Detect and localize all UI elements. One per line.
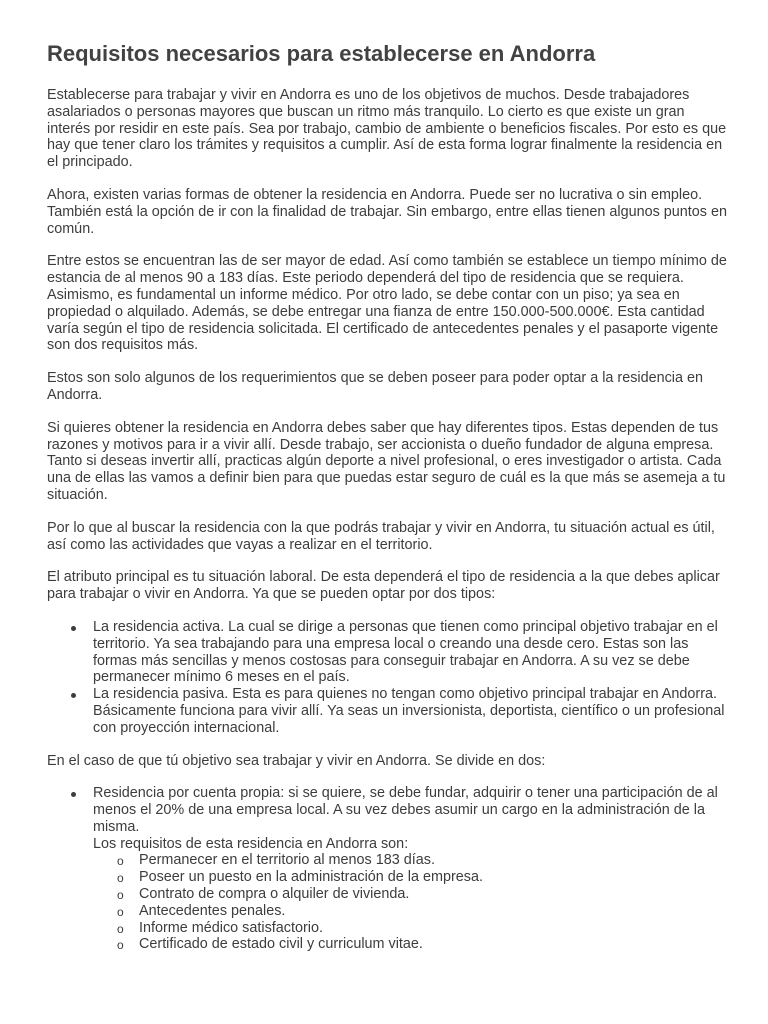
paragraph-summary: Estos son solo algunos de los requerimientos que se deben poseer para poder optar a la residencia en Andorra. [47,370,703,403]
paragraph-labor: El atributo principal es tu situación laboral. De esta dependerá el tipo de residencia a la que debes aplicar para trabajar o vivir en Andorra. Ya que se pueden optar por dos tipos: [47,569,720,603]
document-title: Requisitos necesarios para establecerse en Andorra [47,41,596,66]
residence-types-list [47,619,730,737]
self-employed-text: Residencia por cuenta propia: si se quiere, se debe fundar, adquirir o tener una participación de al menos el 20% de una empresa local. A su vez debes asumir un cargo en la administración de la misma. [93,785,718,835]
sublist-item: o Permanecer en el territorio al menos 183 días. [139,852,730,869]
requirements-subheading: Los requisitos de esta residencia en Andorra son: [93,835,409,852]
list-item-passive-residence: La residencia pasiva. Esta es para quienes no tengan como objetivo principal trabajar en Andorra. Básicamente funciona para vivir allí. Ya seas un inversionista, deportista, científico o un profesional con proyección internacional. [93,686,730,736]
paragraph-work-and-live: En el caso de que tú objetivo sea trabajar y vivir en Andorra. Se divide en dos: [47,752,546,769]
sublist-item: o Antecedentes penales. [139,903,730,920]
work-residence-list [47,785,730,953]
paragraph-requirements: Entre estos se encuentran las de ser mayor de edad. Así como también se establece un tiempo mínimo de estancia de al menos 90 a 183 días. Este periodo dependerá del tipo de residencia que se requiera. Asimismo, es fundamental un informe médico. Por otro lado, se debe contar con un piso; ya sea en propiedad o alquilado. Además, se debe entregar una fianza de entre 150.000-500.000€. Esta cantidad varía según el tipo de residencia solicitada. El certificado de antecedentes penales y el pasaporte vigente son dos requisitos más. [47,253,727,354]
paragraph-forms: Ahora, existen varias formas de obtener la residencia en Andorra. Puede ser no lucrativa o sin empleo. También está la opción de ir con la finalidad de trabajar. Sin embargo, entre ellas tienen algunos puntos en común. [47,186,727,237]
sublist-item: o Certificado de estado civil y curriculum vitae. [139,936,730,953]
sublist-item: o Informe médico satisfactorio. [139,920,730,937]
paragraph-situation: Por lo que al buscar la residencia con la que podrás trabajar y vivir en Andorra, tu situación actual es útil, así como las actividades que vayas a realizar en el territorio. [47,519,715,553]
list-item-self-employed [93,785,730,953]
list-item-active-residence: La residencia activa. La cual se dirige a personas que tienen como principal objetivo trabajar en el territorio. Ya sea trabajando para una empresa local o creando una desde cero. Estas son las formas más sencillas y menos costosas para conseguir trabajar en Andorra. A su vez se debe permanecer mínimo 6 meses en el país. [93,619,730,686]
paragraph-intro: Establecerse para trabajar y vivir en Andorra es uno de los objetivos de muchos. Desde trabajadores asalariados o personas mayores que buscan un ritmo más tranquilo. Lo cierto es que existe un gran interés por residir en este país. Sea por trabajo, cambio de ambiente o beneficios fiscales. Por esto es que hay que tener claro los trámites y requisitos a cumplir. Así de esta forma lograr finalmente la residencia en el principado. [47,87,727,171]
sublist-item: o Poseer un puesto en la administración de la empresa. [139,869,730,886]
paragraph-types: Si quieres obtener la residencia en Andorra debes saber que hay diferentes tipos. Estas dependen de tus razones y motivos para ir a vivir allí. Desde trabajo, ser accionista o dueño fundador de alguna empresa. Tanto si deseas invertir allí, practicas algún deporte a nivel profesional, o eres investigador o artista. Cada una de ellas las vamos a definir bien para que puedas estar seguro de cuál es la que más se asemeja a tu situación. [47,419,726,503]
requirements-sublist [93,852,730,953]
sublist-item: o Contrato de compra o alquiler de vivienda. [139,886,730,903]
